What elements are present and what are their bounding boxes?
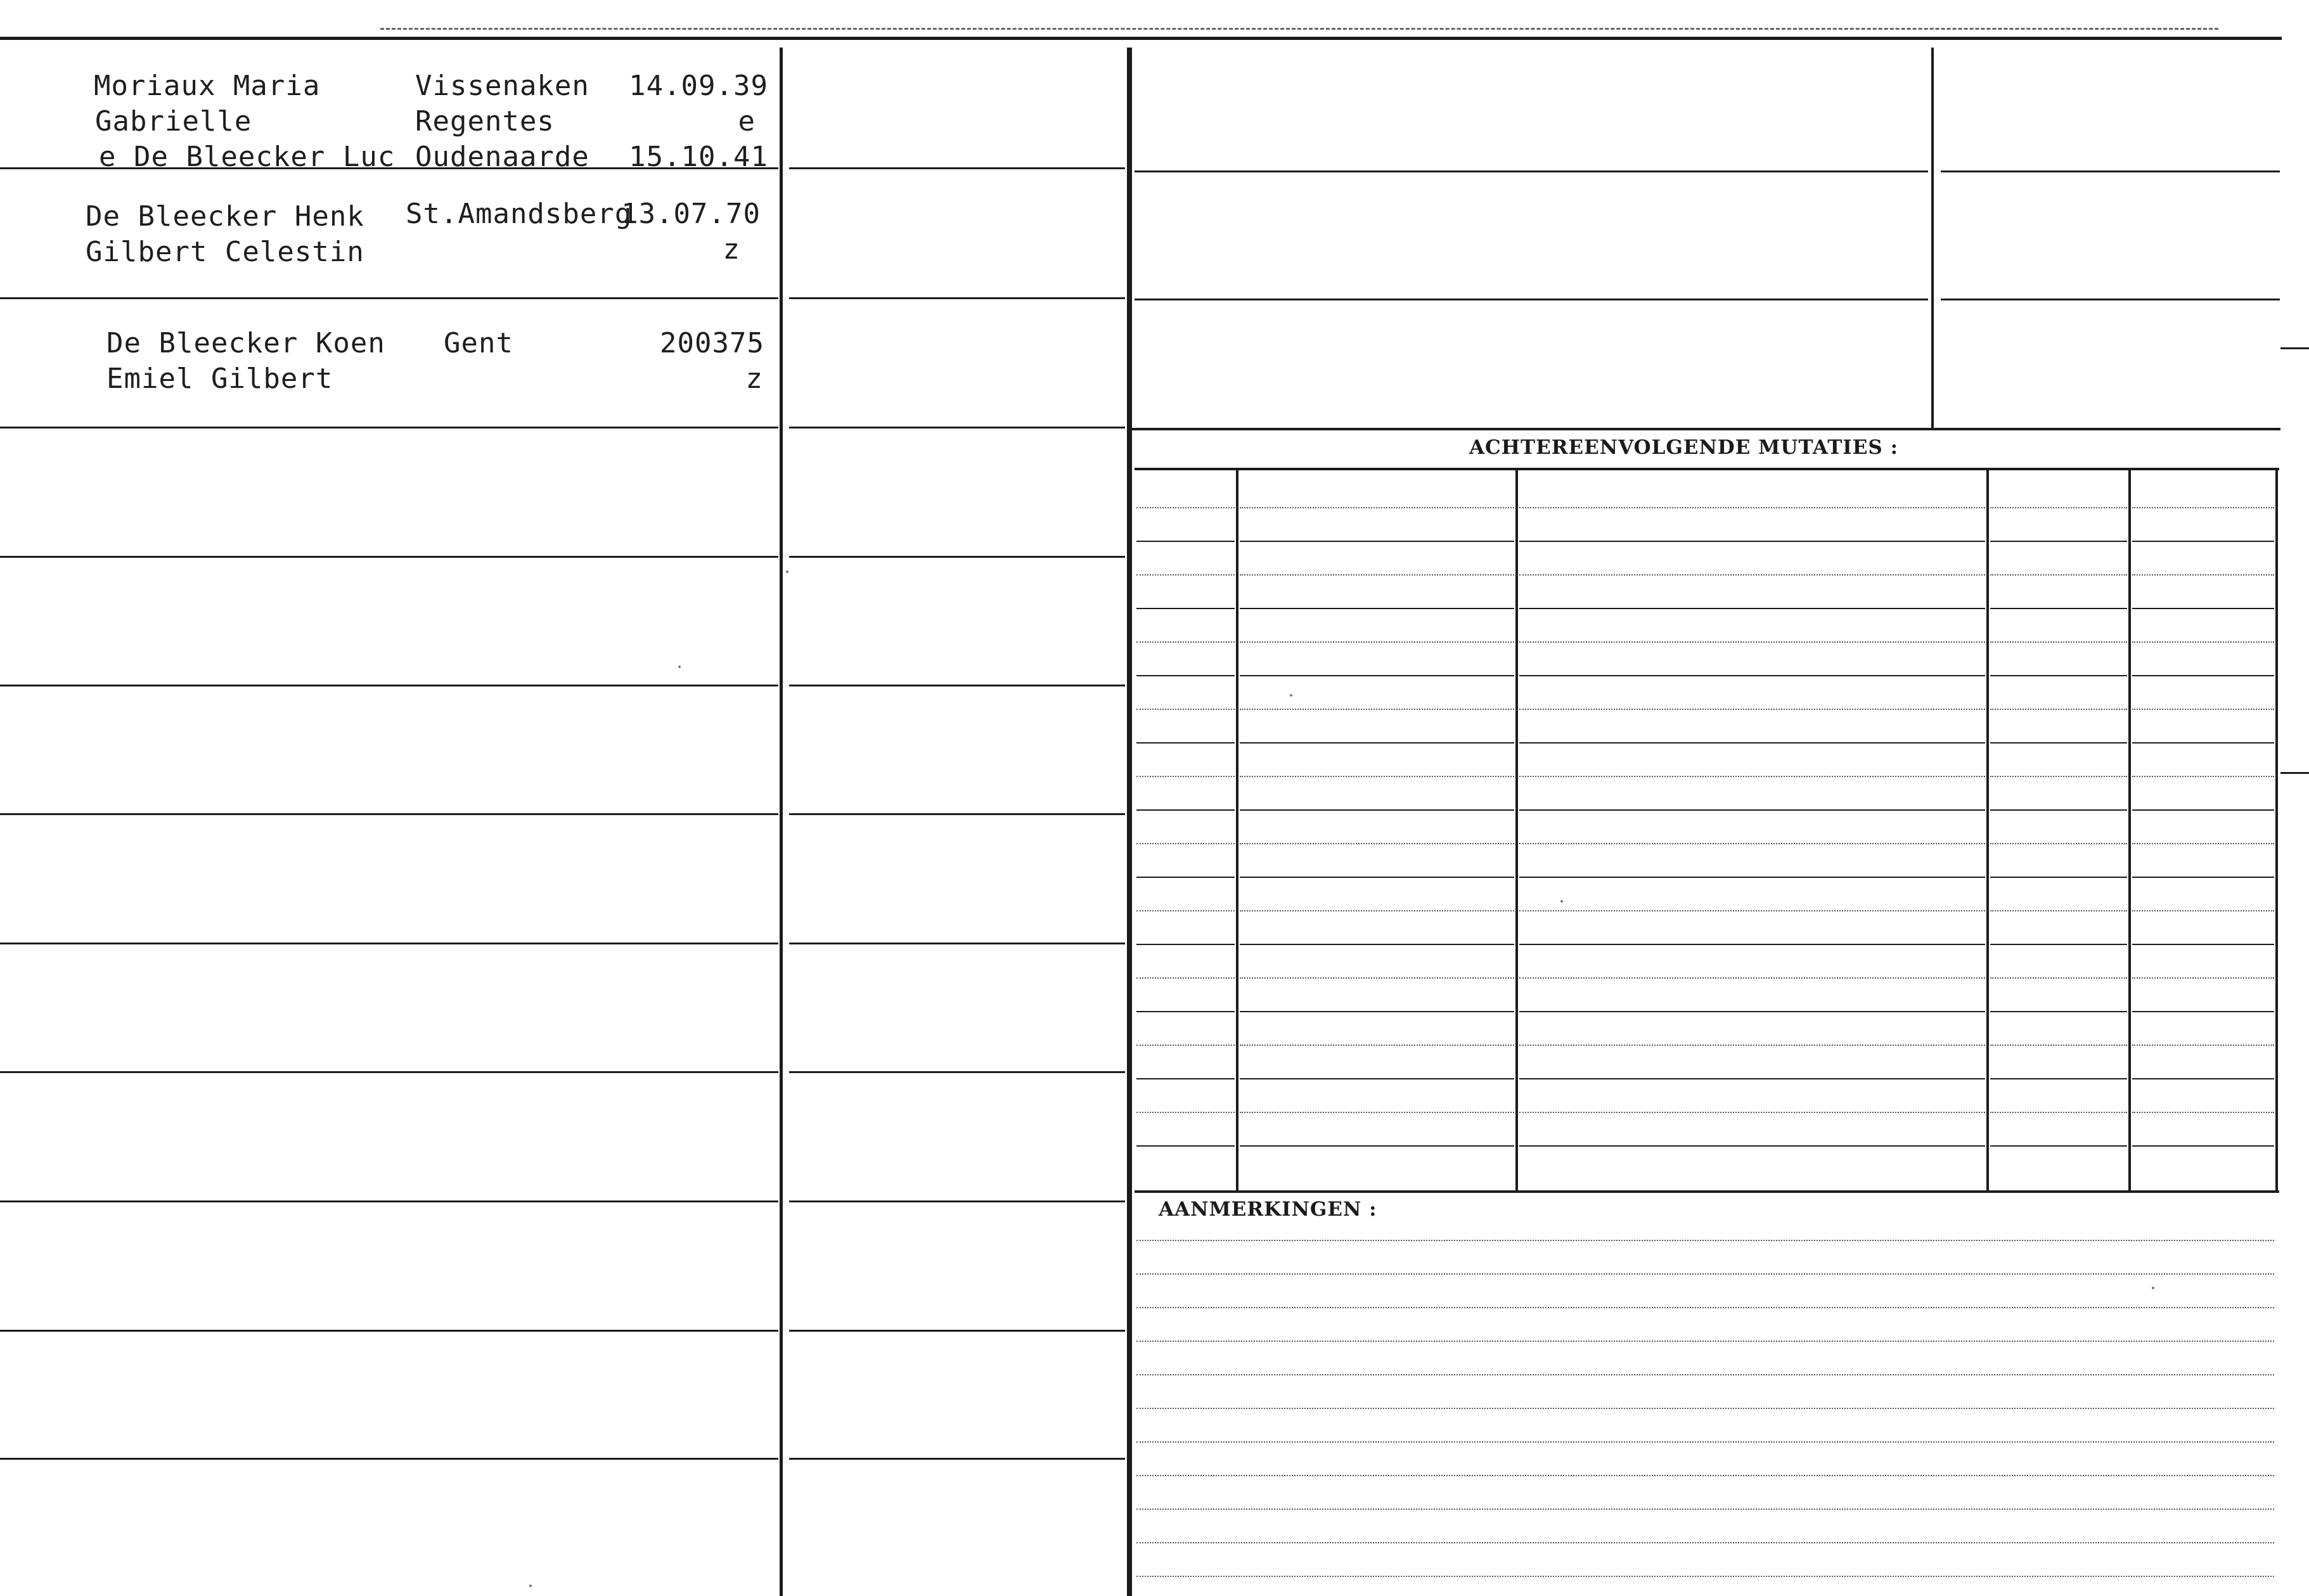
register-row-line bbox=[0, 943, 778, 944]
mutations-rule-line bbox=[2132, 541, 2274, 542]
mutations-rule-line bbox=[1519, 977, 1985, 979]
mutations-rule-line bbox=[2132, 1078, 2274, 1079]
mutations-table-bottom bbox=[1135, 1190, 2279, 1193]
mutations-rule-line bbox=[2132, 1045, 2274, 1046]
mutations-rule-line bbox=[1990, 1011, 2127, 1012]
mutations-rule-line bbox=[1136, 809, 1235, 811]
mutations-rule-line bbox=[1240, 641, 1514, 643]
register-row-line bbox=[0, 556, 778, 558]
upper-right-line-1b bbox=[1941, 171, 2280, 172]
mutations-rule-line bbox=[2132, 608, 2274, 609]
mutations-rule-line bbox=[1240, 809, 1514, 811]
upper-right-line-1 bbox=[1135, 171, 1928, 172]
mutations-rule-line bbox=[1240, 675, 1514, 676]
remarks-heading: AANMERKINGEN : bbox=[1159, 1198, 1377, 1221]
mutations-col-line bbox=[2128, 470, 2131, 1190]
mutations-rule-line bbox=[2132, 641, 2274, 643]
register-row-line bbox=[789, 685, 1125, 686]
remarks-rule-line bbox=[1136, 1341, 2274, 1342]
mutations-rule-line bbox=[1240, 574, 1514, 576]
mutations-table-top bbox=[1135, 468, 2279, 470]
register-row-line bbox=[0, 297, 778, 299]
mutations-rule-line bbox=[2132, 809, 2274, 811]
mutations-rule-line bbox=[1240, 1011, 1514, 1012]
mutations-rule-line bbox=[1519, 541, 1985, 542]
mutations-col-line bbox=[1236, 470, 1238, 1190]
mutations-rule-line bbox=[2132, 843, 2274, 844]
mutations-rule-line bbox=[1240, 910, 1514, 911]
register-row-line bbox=[789, 556, 1125, 558]
mutations-rule-line bbox=[1240, 877, 1514, 878]
entry-name: Gilbert Celestin bbox=[86, 236, 364, 268]
register-row-line bbox=[789, 1458, 1125, 1460]
register-row-line bbox=[789, 1071, 1125, 1073]
mutations-rule-line bbox=[2132, 977, 2274, 979]
remarks-rule-line bbox=[1136, 1576, 2274, 1577]
top-scan-fragment bbox=[380, 28, 2218, 30]
upper-right-line-2 bbox=[1135, 299, 1928, 300]
entry-date: z bbox=[745, 363, 763, 395]
entry-place: St.Amandsberg bbox=[406, 198, 633, 230]
remarks-rule-line bbox=[1136, 1509, 2274, 1510]
mutations-rule-line bbox=[2132, 507, 2274, 508]
mutations-rule-line bbox=[1519, 1078, 1985, 1079]
mutations-rule-line bbox=[1136, 709, 1235, 710]
mutations-rule-line bbox=[1519, 608, 1985, 609]
mutations-rule-line bbox=[1519, 742, 1985, 743]
mutations-heading: ACHTEREENVOLGENDE MUTATIES : bbox=[1469, 436, 1899, 459]
mutations-rule-line bbox=[1136, 910, 1235, 911]
scan-speck bbox=[1560, 900, 1563, 903]
register-row-line bbox=[789, 813, 1125, 815]
mutations-rule-line bbox=[1990, 574, 2127, 576]
mutations-rule-line bbox=[1990, 877, 2127, 878]
mutations-rule-line bbox=[2132, 877, 2274, 878]
mutations-rule-line bbox=[1240, 944, 1514, 945]
remarks-rule-line bbox=[1136, 1408, 2274, 1409]
mutations-rule-line bbox=[1990, 541, 2127, 542]
register-row-line bbox=[0, 1458, 778, 1460]
mutations-rule-line bbox=[2132, 1145, 2274, 1147]
mutations-rule-line bbox=[1990, 977, 2127, 979]
mutations-rule-line bbox=[1990, 776, 2127, 777]
mutations-rule-line bbox=[1519, 1112, 1985, 1113]
remarks-rule-line bbox=[1136, 1307, 2274, 1308]
mutations-rule-line bbox=[2132, 574, 2274, 576]
mutations-rule-line bbox=[1136, 1112, 1235, 1113]
mutations-rule-line bbox=[1136, 675, 1235, 676]
mutations-rule-line bbox=[1240, 1145, 1514, 1147]
mutations-rule-line bbox=[1136, 1145, 1235, 1147]
mutations-rule-line bbox=[1990, 507, 2127, 508]
upper-right-divider bbox=[1931, 48, 1934, 428]
top-border-line bbox=[0, 37, 2282, 40]
entry-name: De Bleecker Koen bbox=[106, 327, 385, 359]
mutations-rule-line bbox=[1990, 675, 2127, 676]
mutations-rule-line bbox=[1990, 1112, 2127, 1113]
mutations-rule-line bbox=[1136, 541, 1235, 542]
mutations-rule-line bbox=[2132, 910, 2274, 911]
register-row-line bbox=[0, 813, 778, 815]
register-row-line bbox=[789, 427, 1125, 428]
mutations-rule-line bbox=[1136, 1045, 1235, 1046]
mutations-rule-line bbox=[1136, 877, 1235, 878]
mutations-rule-line bbox=[1240, 608, 1514, 609]
entry-date: e bbox=[738, 105, 756, 138]
mutations-rule-line bbox=[1240, 507, 1514, 508]
mutations-rule-line bbox=[2132, 776, 2274, 777]
mutations-rule-line bbox=[2132, 742, 2274, 743]
scan-speck bbox=[678, 666, 681, 668]
mutations-rule-line bbox=[1240, 1078, 1514, 1079]
upper-right-line-2b bbox=[1941, 299, 2280, 300]
mutations-rule-line bbox=[1990, 1045, 2127, 1046]
mutations-rule-line bbox=[1136, 944, 1235, 945]
remarks-rule-line bbox=[1136, 1273, 2274, 1275]
mutations-rule-line bbox=[1136, 977, 1235, 979]
mutations-rule-line bbox=[1990, 742, 2127, 743]
register-row-line bbox=[789, 167, 1125, 169]
entry-occupation: Regentes bbox=[415, 105, 555, 138]
mutations-rule-line bbox=[1990, 1078, 2127, 1079]
scan-speck bbox=[786, 570, 788, 573]
right-section-border bbox=[1129, 48, 1132, 1596]
left-column-divider bbox=[780, 48, 783, 1596]
entry-name: Emiel Gilbert bbox=[106, 363, 333, 395]
register-row-line bbox=[789, 297, 1125, 299]
entry-place: Oudenaarde bbox=[415, 141, 589, 173]
mutations-rule-line bbox=[1240, 742, 1514, 743]
mutations-rule-line bbox=[2132, 709, 2274, 710]
register-row-line bbox=[789, 943, 1125, 944]
scan-speck bbox=[1290, 694, 1292, 697]
entry-name: De Bleecker Henk bbox=[86, 200, 364, 233]
mutations-rule-line bbox=[1519, 776, 1985, 777]
mutations-rule-line bbox=[1519, 877, 1985, 878]
entry-date: 15.10.41 bbox=[629, 141, 768, 173]
mutations-rule-line bbox=[1990, 944, 2127, 945]
entry-place: Vissenaken bbox=[415, 70, 589, 102]
mutations-rule-line bbox=[1240, 1045, 1514, 1046]
mutations-col-line bbox=[2275, 470, 2278, 1190]
register-row-line bbox=[0, 685, 778, 686]
entry-date: 13.07.70 bbox=[621, 198, 761, 230]
register-row-line bbox=[789, 1200, 1125, 1202]
entry-date: 14.09.39 bbox=[629, 70, 768, 102]
mutations-rule-line bbox=[1240, 541, 1514, 542]
margin-tick bbox=[2280, 347, 2309, 349]
entry-date: 200375 bbox=[660, 327, 764, 359]
mutations-rule-line bbox=[2132, 1011, 2274, 1012]
mutations-rule-line bbox=[1136, 776, 1235, 777]
scan-speck bbox=[529, 1585, 532, 1587]
entry-name: e De Bleecker Luc bbox=[99, 141, 396, 173]
mutations-rule-line bbox=[2132, 675, 2274, 676]
remarks-rule-line bbox=[1136, 1542, 2274, 1543]
mutations-rule-line bbox=[1519, 1045, 1985, 1046]
mutations-rule-line bbox=[1136, 742, 1235, 743]
mutations-rule-line bbox=[1519, 709, 1985, 710]
mutations-rule-line bbox=[1519, 910, 1985, 911]
entry-date: z bbox=[723, 233, 740, 266]
mutations-rule-line bbox=[1136, 843, 1235, 844]
entry-name: Moriaux Maria bbox=[94, 70, 321, 102]
mutations-rule-line bbox=[1519, 1145, 1985, 1147]
mutations-rule-line bbox=[1990, 910, 2127, 911]
mutations-rule-line bbox=[1519, 574, 1985, 576]
remarks-rule-line bbox=[1136, 1441, 2274, 1443]
remarks-rule-line bbox=[1136, 1475, 2274, 1476]
mutations-rule-line bbox=[1136, 1078, 1235, 1079]
mutations-rule-line bbox=[1240, 843, 1514, 844]
mutations-rule-line bbox=[1990, 843, 2127, 844]
register-row-line bbox=[789, 1330, 1125, 1332]
mutations-rule-line bbox=[1990, 641, 2127, 643]
entry-name: Gabrielle bbox=[95, 105, 252, 138]
mutations-rule-line bbox=[1136, 507, 1235, 508]
margin-tick bbox=[2280, 772, 2309, 774]
mutations-rule-line bbox=[1240, 977, 1514, 979]
mutations-rule-line bbox=[1519, 809, 1985, 811]
mutations-rule-line bbox=[1519, 507, 1985, 508]
mutations-rule-line bbox=[1990, 1145, 2127, 1147]
mutations-rule-line bbox=[1519, 843, 1985, 844]
mutations-rule-line bbox=[1240, 709, 1514, 710]
mutations-rule-line bbox=[1990, 709, 2127, 710]
entry-place: Gent bbox=[444, 327, 513, 359]
mutations-rule-line bbox=[1136, 1011, 1235, 1012]
register-row-line bbox=[0, 1330, 778, 1332]
mutations-rule-line bbox=[1136, 641, 1235, 643]
upper-right-line-3 bbox=[1129, 428, 2280, 430]
remarks-rule-line bbox=[1136, 1374, 2274, 1375]
mutations-rule-line bbox=[1240, 776, 1514, 777]
mutations-rule-line bbox=[1240, 1112, 1514, 1113]
mutations-rule-line bbox=[1519, 1011, 1985, 1012]
register-row-line bbox=[0, 1071, 778, 1073]
mutations-rule-line bbox=[1519, 944, 1985, 945]
mutations-col-line bbox=[1986, 470, 1989, 1190]
register-row-line bbox=[0, 427, 778, 428]
mutations-rule-line bbox=[2132, 1112, 2274, 1113]
mutations-rule-line bbox=[1519, 641, 1985, 643]
register-row-line bbox=[0, 1200, 778, 1202]
mutations-rule-line bbox=[2132, 944, 2274, 945]
mutations-rule-line bbox=[1136, 574, 1235, 576]
mutations-rule-line bbox=[1990, 809, 2127, 811]
remarks-rule-line bbox=[1136, 1240, 2274, 1241]
scan-speck bbox=[2152, 1287, 2154, 1289]
mutations-rule-line bbox=[1990, 608, 2127, 609]
mutations-rule-line bbox=[1519, 675, 1985, 676]
mutations-rule-line bbox=[1136, 608, 1235, 609]
mutations-col-line bbox=[1515, 470, 1518, 1190]
